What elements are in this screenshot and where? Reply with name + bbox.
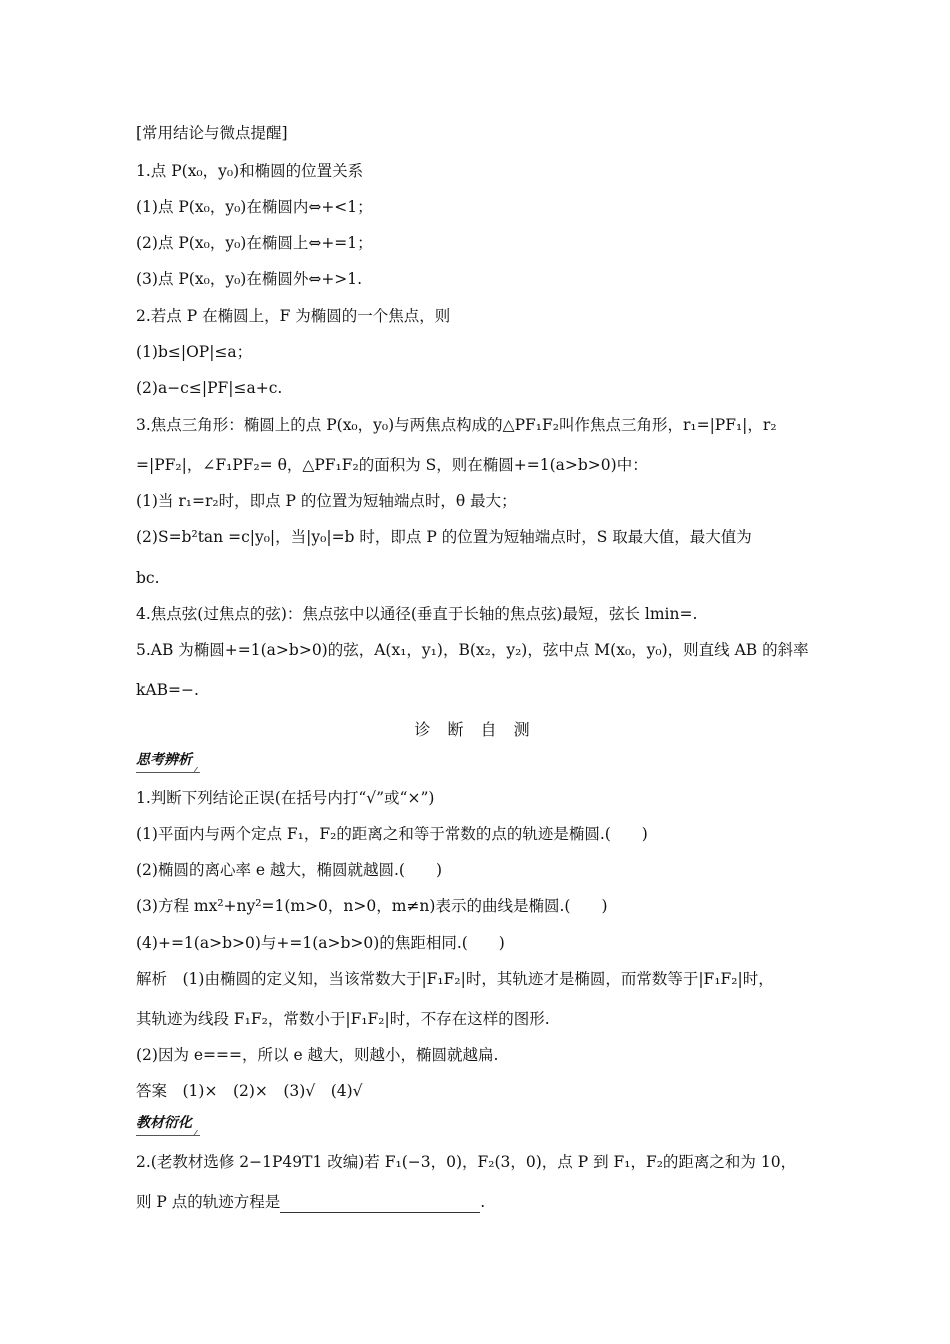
- text-line: =|PF₂|，∠F₁PF₂= θ，△PF₁F₂的面积为 S，则在椭圆+=1(a>b>0)中：: [136, 456, 648, 474]
- section-heading: [常用结论与微点提醒]: [136, 124, 288, 142]
- text-line: 2.若点 P 在椭圆上，F 为椭圆的一个焦点，则: [136, 307, 451, 325]
- text-line: bc.: [136, 569, 160, 587]
- text-line: (1)b≤|OP|≤a；: [136, 343, 253, 361]
- answer-line: 答案 (1)× (2)× (3)√ (4)√: [136, 1082, 363, 1100]
- tag-label: 教材衍化: [136, 1113, 192, 1135]
- text-line: (2)因为 e===，所以 e 越大，则越小，椭圆就越扁.: [136, 1046, 499, 1064]
- text-line: (2)点 P(x₀，y₀)在椭圆上⇔+=1；: [136, 234, 373, 252]
- text-line: 2.(老教材选修 2−1P49T1 改编)若 F₁(−3，0)，F₂(3，0)，点 P 到 F₁，F₂的距离之和为 10，: [136, 1153, 797, 1171]
- text-line: (2)椭圆的离心率 e 越大，椭圆就越圆.( ): [136, 861, 443, 879]
- text-line: (1)平面内与两个定点 F₁，F₂的距离之和等于常数的点的轨迹是椭圆.( ): [136, 825, 648, 843]
- text-line: 其轨迹为线段 F₁F₂，常数小于|F₁F₂|时，不存在这样的图形.: [136, 1010, 550, 1028]
- text-line: 1.点 P(x₀，y₀)和椭圆的位置关系: [136, 162, 364, 180]
- section-title: 诊 断 自 测: [414, 720, 536, 739]
- text-line: 1.判断下列结论正误(在括号内打“√”或“×”): [136, 789, 435, 807]
- question-line: [136, 1191, 485, 1213]
- answer-blank[interactable]: [280, 1196, 480, 1213]
- text-line: 解析 (1)由椭圆的定义知，当该常数大于|F₁F₂|时，其轨迹才是椭圆，而常数等于|F₁F₂|时，: [136, 970, 774, 988]
- question-suffix: .: [480, 1193, 486, 1211]
- text-line: (1)点 P(x₀，y₀)在椭圆内⇔+<1；: [136, 198, 373, 216]
- text-line: (2)S=b²tan =c|y₀|，当|y₀|=b 时，即点 P 的位置为短轴端点时，S 取最大值，最大值为: [136, 528, 752, 546]
- text-line: (1)当 r₁=r₂时，即点 P 的位置为短轴端点时，θ 最大；: [136, 492, 517, 510]
- text-line: (3)点 P(x₀，y₀)在椭圆外⇔+>1.: [136, 270, 363, 288]
- text-line: kAB=−.: [136, 681, 199, 699]
- text-line: (3)方程 mx²+ny²=1(m>0，n>0，m≠n)表示的曲线是椭圆.( ): [136, 897, 608, 915]
- question-text: 则 P 点的轨迹方程是: [136, 1193, 281, 1211]
- text-line: 3.焦点三角形：椭圆上的点 P(x₀，y₀)与两焦点构成的△PF₁F₂叫作焦点三角形，r₁=|PF₁|，r₂: [136, 416, 777, 434]
- text-line: 5.AB 为椭圆+=1(a>b>0)的弦，A(x₁，y₁)，B(x₂，y₂)，弦中点 M(x₀，y₀)，则直线 AB 的斜率: [136, 641, 809, 659]
- text-line: 4.焦点弦(过焦点的弦)：焦点弦中以通径(垂直于长轴的焦点弦)最短，弦长 lmin=.: [136, 605, 698, 623]
- text-line: (4)+=1(a>b>0)与+=1(a>b>0)的焦距相同.( ): [136, 934, 505, 952]
- tag-label: 思考辨析: [136, 750, 192, 772]
- text-line: (2)a−c≤|PF|≤a+c.: [136, 379, 283, 397]
